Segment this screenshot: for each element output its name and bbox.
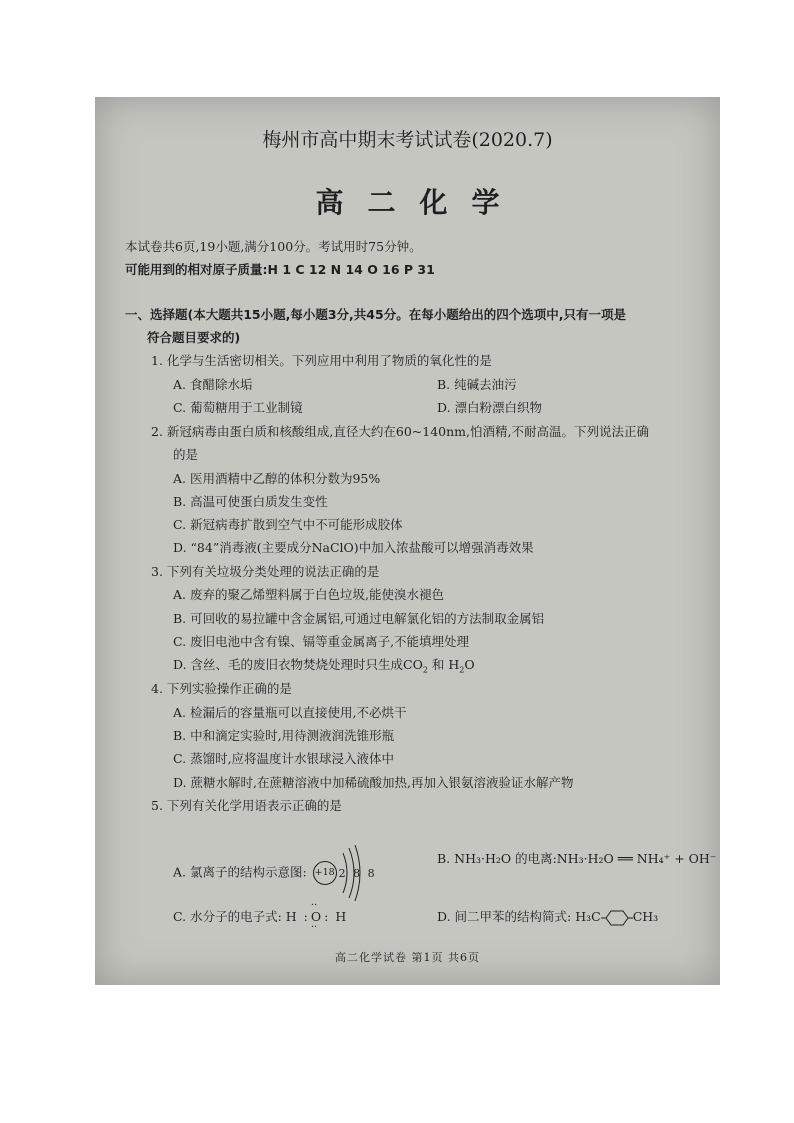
page-footer: 高二化学试卷 第1页 共6页: [335, 951, 480, 964]
nucleus-circle: +18: [313, 861, 337, 885]
benzene-ring-icon: [601, 910, 633, 926]
exam-info: 本试卷共6页,19小题,满分100分。考试用时75分钟。: [125, 239, 422, 254]
q3-option-a: A. 废弃的聚乙烯塑料属于白色垃圾,能使溴水褪色: [173, 587, 444, 602]
atomic-mass-line: 可能用到的相对原子质量:H 1 C 12 N 14 O 16 P 31: [125, 262, 435, 277]
section-heading: 一、选择题(本大题共15小题,每小题3分,共45分。在每小题给出的四个选项中,只有一项是: [125, 307, 626, 322]
q4-option-c: C. 蒸馏时,应将温度计水银球浸入液体中: [173, 751, 395, 766]
q1-option-d: D. 漂白粉漂白织物: [437, 400, 543, 415]
question-1-stem: 1. 化学与生活密切相关。下列应用中利用了物质的氧化性的是: [151, 353, 492, 368]
question-5-stem: 5. 下列有关化学用语表示正确的是: [151, 798, 342, 813]
exam-subject: 高二化学: [315, 186, 524, 219]
q3-option-c: C. 废旧电池中含有镍、镉等重金属离子,不能填埋处理: [173, 634, 470, 649]
question-2-stem: 2. 新冠病毒由蛋白质和核酸组成,直径大约在60~140nm,怕酒精,不耐高温。下列说法正确: [151, 424, 649, 439]
q1-option-a: A. 食醋除水垢: [173, 377, 253, 392]
electron-shells: 2 8 8: [338, 866, 377, 880]
q1-option-c: C. 葡萄糖用于工业制镜: [173, 400, 303, 415]
q4-option-b: B. 中和滴定实验时,用待测液润洗锥形瓶: [173, 728, 395, 743]
q3-option-b: B. 可回收的易拉罐中含金属铝,可通过电解氯化铝的方法制取金属铝: [173, 611, 545, 626]
q2-option-c: C. 新冠病毒扩散到空气中不可能形成胶体: [173, 517, 403, 532]
chloride-ion-diagram: [313, 845, 377, 901]
q1-option-b: B. 纯碱去油污: [437, 377, 517, 392]
q3-option-d: D. 含丝、毛的废旧衣物焚烧处理时只生成$CO_2$ 和 $H_2O$: [173, 657, 475, 675]
shell-arcs-icon: [341, 845, 363, 901]
q2-option-a: A. 医用酒精中乙醇的体积分数为95%: [173, 471, 381, 486]
q2-option-b: B. 高温可使蛋白质发生变性: [173, 494, 328, 509]
question-3-stem: 3. 下列有关垃圾分类处理的说法正确的是: [151, 564, 380, 579]
q5-option-a: A. 氯离子的结构示意图: +18 2 8 8: [173, 845, 363, 901]
question-4-stem: 4. 下列实验操作正确的是: [151, 681, 292, 696]
q5-option-c: C. 水分子的电子式: H :·· O ·· : H: [173, 907, 346, 925]
section-heading-cont: 符合题目要求的): [147, 330, 241, 345]
q5-option-b: B. NH₃·H₂O 的电离:NH₃·H₂O ══ NH₄⁺ + OH⁻: [437, 851, 717, 866]
question-2-stem-cont: 的是: [173, 447, 199, 462]
q4-option-d: D. 蔗糖水解时,在蔗糖溶液中加稀硫酸加热,再加入银氨溶液验证水解产物: [173, 775, 574, 790]
q5-option-d: D. 间二甲苯的结构简式: H₃C CH₃: [437, 909, 659, 924]
q2-option-d: D. “84”消毒液(主要成分NaClO)中加入浓盐酸可以增强消毒效果: [173, 540, 534, 555]
q4-option-a: A. 检漏后的容量瓶可以直接使用,不必烘干: [173, 705, 407, 720]
exam-title: 梅州市高中期末考试试卷(2020.7): [262, 129, 553, 151]
exam-sheet: [95, 97, 720, 985]
